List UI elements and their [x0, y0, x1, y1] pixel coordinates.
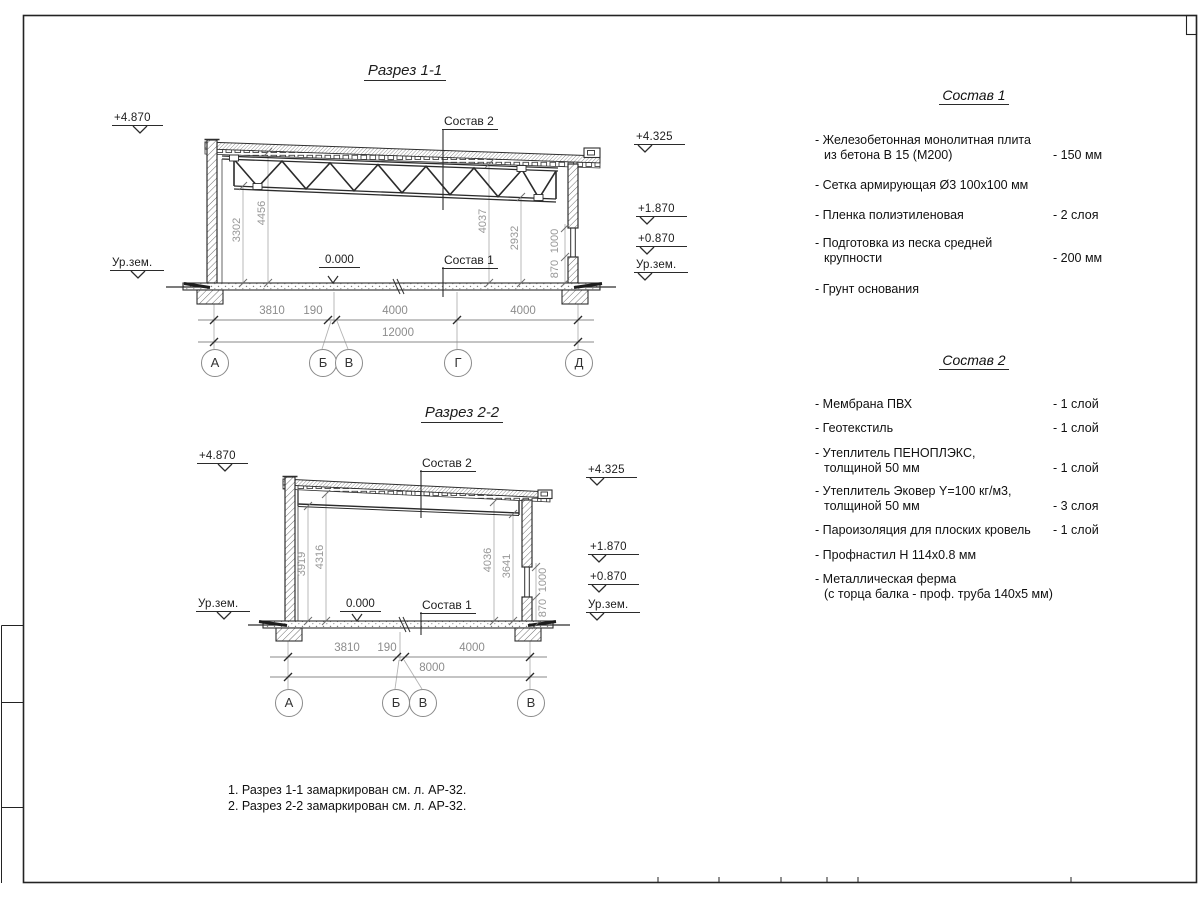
elevation-mark: +4.870: [197, 450, 248, 472]
list-item: - Железобетонная монолитная плита из бетона В 15 (М200) - 150 мм: [815, 133, 1103, 162]
window-dimension: 870: [549, 259, 561, 279]
sostav1-heading: Состав 1: [815, 88, 1133, 105]
roof-1-1: [205, 142, 600, 168]
zero-level-label: 0.000: [319, 254, 360, 268]
roof-2-2: [283, 479, 552, 502]
elevation-mark: Ур.зем.: [586, 599, 640, 621]
vertical-dimension: 4316: [314, 544, 326, 570]
elevation-arrow-icon: [591, 585, 607, 593]
list-item: - Грунт основания: [815, 282, 920, 296]
vertical-dimension: 2932: [509, 225, 521, 251]
list-item: - Профнастил Н 114x0.8 мм: [815, 548, 977, 562]
list-item: - Утеплитель Эковер Y=100 кг/м3, толщиной 50 мм - 3 слоя: [815, 484, 1099, 513]
vertical-dimension: 3302: [231, 217, 243, 243]
elevation-mark: +4.325: [586, 464, 637, 486]
horizontal-dimension: 3810: [259, 305, 285, 317]
axis-bubble: Г: [444, 349, 472, 377]
sostav1-callout: Состав 1: [420, 598, 476, 614]
elevation-arrow-icon: [639, 247, 655, 255]
window-dimension: 1000: [537, 567, 549, 593]
elevation-arrow-icon: [130, 271, 146, 279]
window-dimension: 1000: [549, 228, 561, 254]
horizontal-dimension: 3810: [334, 642, 360, 654]
elevation-value: +4.870: [112, 112, 163, 126]
elevation-arrow-icon: [639, 217, 655, 225]
elevation-mark: +0.870: [636, 233, 687, 255]
sostav2-callout: Состав 2: [420, 456, 476, 472]
horizontal-dimension: 190: [377, 642, 397, 654]
sostav1-callout: Состав 1: [442, 253, 498, 269]
list-item: - Пароизоляция для плоских кровель - 1 слой: [815, 523, 1099, 537]
vertical-dimension: 4036: [482, 547, 494, 573]
list-item: - Подготовка из песка средней крупности - 200 мм: [815, 236, 1103, 265]
list-item: - Утеплитель ПЕНОПЛЭКС, толщиной 50 мм - 1 слой: [815, 446, 1099, 475]
total-dimension: 12000: [382, 327, 414, 339]
note-line: 1. Разрез 1-1 замаркирован см. л. АР-32.: [228, 783, 467, 797]
elevation-mark: [112, 112, 163, 134]
elevation-mark: Ур.зем.: [196, 598, 250, 620]
elevation-arrow-icon: [637, 273, 653, 281]
horizontal-dimension: 4000: [382, 305, 408, 317]
axis-bubble: Д: [565, 349, 593, 377]
horizontal-dimension: 190: [303, 305, 323, 317]
list-item: - Мембрана ПВХ - 1 слой: [815, 397, 1099, 411]
axis-bubble: Б: [309, 349, 337, 377]
sheet-notes: [228, 782, 466, 814]
elevation-arrow-icon: [591, 555, 607, 563]
sostav2-heading: Состав 2: [815, 353, 1133, 370]
list-item: - Пленка полиэтиленовая - 2 слоя: [815, 208, 1099, 222]
total-dimension: 8000: [419, 662, 445, 674]
axis-bubble: А: [275, 689, 303, 717]
elevation-arrow-icon: [216, 612, 232, 620]
elevation-mark: +0.870: [588, 571, 639, 593]
vertical-dimension: 3919: [296, 551, 308, 577]
axis-bubble: В: [335, 349, 363, 377]
elevation-arrow-icon: [132, 126, 148, 134]
axis-bubble: В: [409, 689, 437, 717]
vertical-dimension: 3641: [501, 553, 513, 579]
floor-2-2: [248, 617, 570, 641]
elevation-mark: Ур.зем.: [110, 257, 164, 279]
section1-title: Разрез 1-1: [345, 62, 465, 81]
zero-level-label: 0.000: [340, 598, 381, 612]
axis-bubble: А: [201, 349, 229, 377]
elevation-arrow-icon: [589, 613, 605, 621]
elevation-arrow-icon: [217, 464, 233, 472]
list-item: - Геотекстиль - 1 слой: [815, 421, 1099, 435]
elevation-arrow-icon: [637, 145, 653, 153]
elevation-arrow-icon: [589, 478, 605, 486]
sostav1-list: [815, 88, 1133, 297]
window-dimension: 870: [537, 598, 549, 618]
horizontal-dimension: 4000: [510, 305, 536, 317]
horizontal-dimension: 4000: [459, 642, 485, 654]
vertical-dimension: 4037: [477, 208, 489, 234]
note-line: 2. Разрез 2-2 замаркирован см. л. АР-32.: [228, 799, 467, 813]
axis-bubble: В: [517, 689, 545, 717]
sostav2-callout: Состав 2: [442, 114, 498, 130]
sostav2-list: [815, 353, 1133, 602]
elevation-mark: Ур.зем.: [634, 259, 688, 281]
list-item: - Сетка армирующая Ø3 100x100 мм: [815, 178, 1029, 192]
elevation-mark: +4.325: [634, 131, 685, 153]
vertical-dimension: 4456: [256, 200, 268, 226]
section2-title: Разрез 2-2: [402, 404, 522, 423]
elevation-mark: +1.870: [588, 541, 639, 563]
elevation-mark: +1.870: [636, 203, 687, 225]
axis-bubble: Б: [382, 689, 410, 717]
list-item: - Металлическая ферма (с торца балка - проф. труба 140x5 мм): [815, 572, 1053, 601]
